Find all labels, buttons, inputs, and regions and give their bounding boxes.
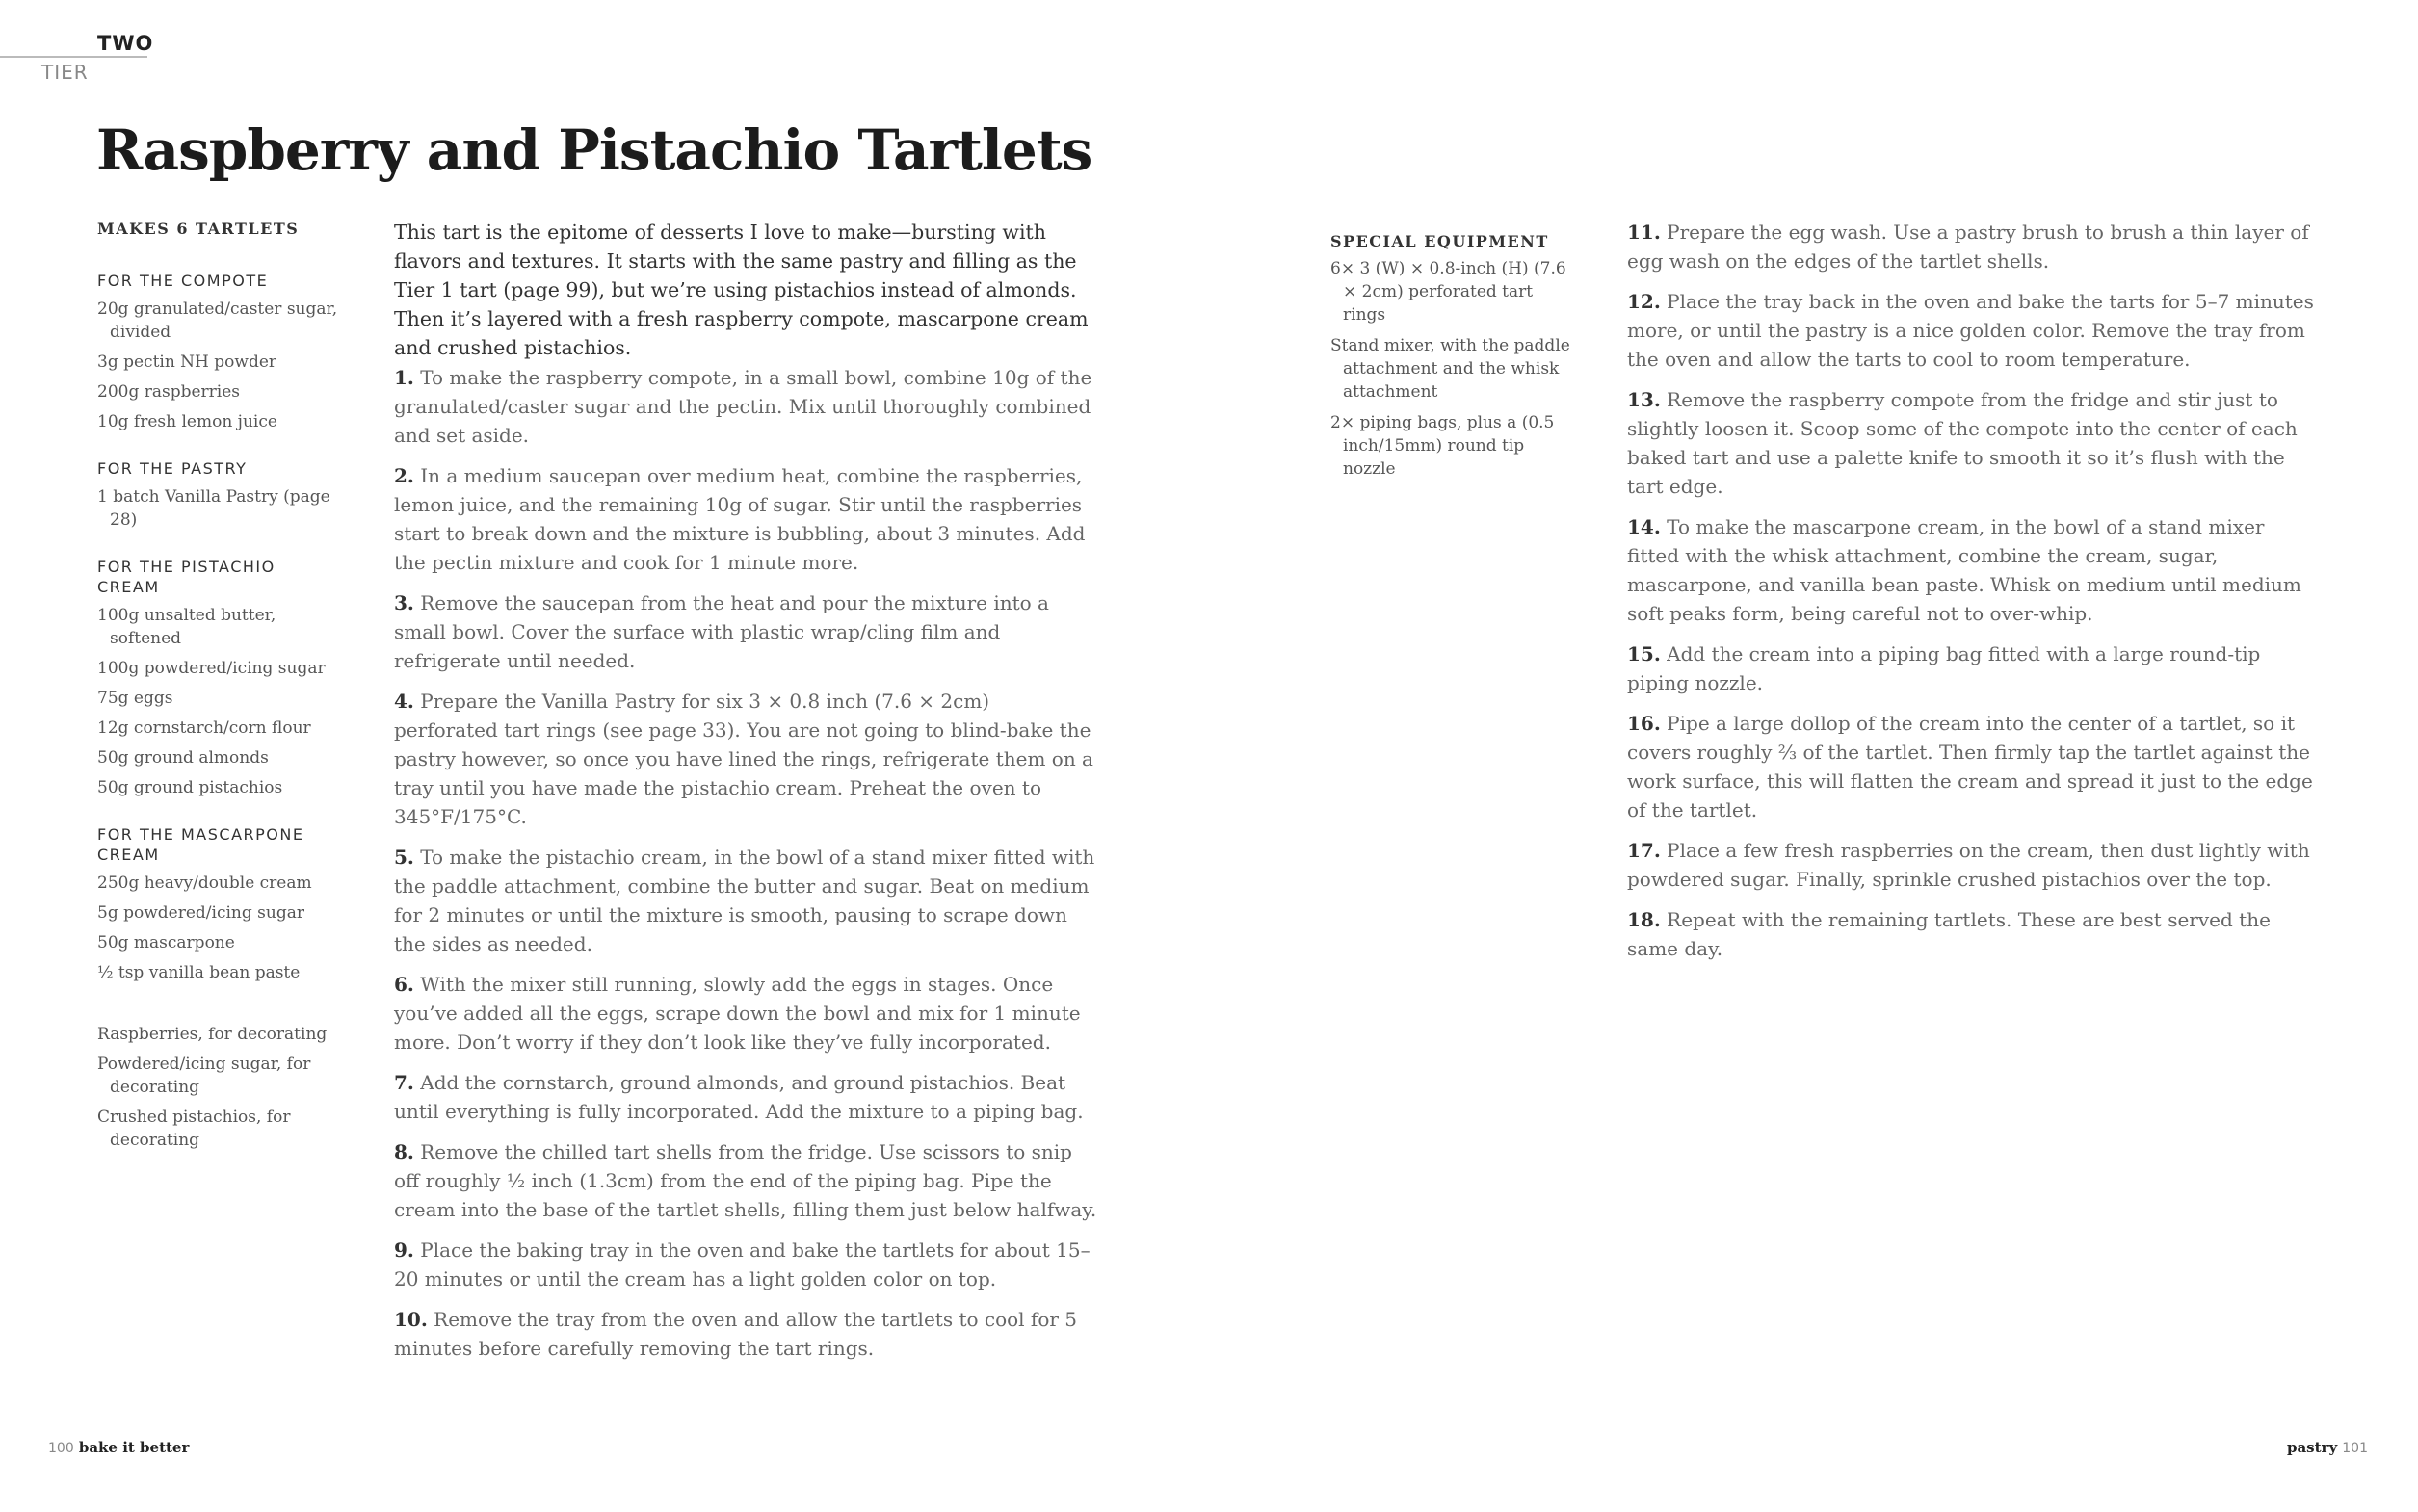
- ingredient-item: 3g pectin NH powder: [97, 352, 277, 372]
- method-step: [1627, 905, 2316, 963]
- equipment-heading: SPECIAL EQUIPMENT: [1330, 232, 1549, 250]
- ingredient-section-heading: FOR THE MASCARPONE CREAM: [97, 825, 304, 864]
- step-text: Remove the saucepan from the heat and pour the mixture into a small bowl. Cover the surface with plastic wrap/cling film and refrigerate until needed.: [394, 591, 1049, 672]
- step-text: Prepare the Vanilla Pastry for six 3 × 0.8 inch (7.6 × 2cm) perforated tart rings (see page 33). You are not going to blind-bake the pastry however, so once you have lined the rings, refrigerate them on a tray until you have made the pistachio cream. Preheat the oven to 345°F/175°C.: [394, 690, 1093, 828]
- step-text: Remove the raspberry compote from the fridge and stir just to slightly loosen it. Scoop some of the compote into the center of each baked tart and use a palette knife to smooth it so it’s flush with the tart edge.: [1627, 388, 2298, 498]
- ingredient-item: 250g heavy/double cream: [97, 873, 312, 893]
- ingredient-section-pistachio-cream: [97, 557, 338, 799]
- step-text: In a medium saucepan over medium heat, combine the raspberries, lemon juice, and the remaining 10g of sugar. Stir until the raspberries start to break down and the mixture is bubbling, about 3 minutes. Add the pectin mixture and cook for 1 minute more.: [394, 464, 1086, 574]
- chapter-number: TWO: [97, 32, 154, 55]
- ingredient-section-compote: [97, 271, 338, 433]
- method-steps-left: [394, 363, 1097, 1374]
- step-number: 4.: [394, 690, 414, 713]
- method-step: [1627, 218, 2316, 275]
- yield-label: MAKES 6 TARTLETS: [97, 220, 300, 238]
- recipe-title: Raspberry and Pistachio Tartlets: [96, 117, 1092, 183]
- method-step: [394, 461, 1097, 577]
- chapter-label: TIER: [41, 61, 89, 84]
- ingredient-item: 50g ground almonds: [97, 748, 269, 768]
- method-step: [394, 1305, 1097, 1363]
- step-text: Prepare the egg wash. Use a pastry brush to brush a thin layer of egg wash on the edges of the tartlet shells.: [1627, 221, 2309, 273]
- ingredient-section-heading: FOR THE PASTRY: [97, 459, 248, 478]
- step-number: 5.: [394, 846, 414, 869]
- step-number: 2.: [394, 464, 414, 487]
- method-step: [1627, 639, 2316, 697]
- ingredient-item: Raspberries, for decorating: [97, 1025, 328, 1044]
- ingredient-item: 75g eggs: [97, 689, 173, 708]
- ingredients-column: [97, 220, 338, 1159]
- method-step: [1627, 836, 2316, 894]
- ingredient-item: 12g cornstarch/corn flour: [97, 718, 311, 738]
- book-title: bake it better: [78, 1439, 190, 1456]
- page-number: 101: [2342, 1441, 2368, 1456]
- step-number: 17.: [1627, 839, 1661, 862]
- equipment-item: 2× piping bags, plus a (0.5 inch/15mm) round tip nozzle: [1330, 413, 1555, 479]
- step-number: 10.: [394, 1308, 428, 1331]
- chapter-title: pastry: [2286, 1439, 2338, 1456]
- equipment-item: Stand mixer, with the paddle attachment and the whisk attachment: [1330, 336, 1570, 402]
- step-text: To make the pistachio cream, in the bowl of a stand mixer fitted with the paddle attachment, combine the butter and sugar. Beat on medium for 2 minutes or until the mixture is smooth, pausing to scrape down the sides as needed.: [394, 846, 1095, 955]
- step-number: 12.: [1627, 290, 1661, 313]
- step-number: 16.: [1627, 712, 1661, 735]
- ingredient-item: Powdered/icing sugar, for decorating: [97, 1055, 311, 1097]
- footer-right: [2287, 1438, 2368, 1456]
- equipment-item: 6× 3 (W) × 0.8-inch (H) (7.6 × 2cm) perforated tart rings: [1330, 259, 1566, 325]
- ingredient-item: 100g powdered/icing sugar: [97, 659, 326, 678]
- ingredient-item: 50g mascarpone: [97, 933, 235, 952]
- footer-left: [48, 1438, 189, 1456]
- ingredient-section-heading: FOR THE COMPOTE: [97, 272, 269, 290]
- ingredient-section-mascarpone-cream: [97, 824, 338, 984]
- method-step: [394, 843, 1097, 958]
- step-number: 13.: [1627, 388, 1661, 411]
- step-text: Place the baking tray in the oven and bake the tartlets for about 15–20 minutes or until the cream has a light golden color on top.: [394, 1238, 1091, 1290]
- method-step: [1627, 709, 2316, 824]
- method-step: [394, 588, 1097, 675]
- ingredient-item: Crushed pistachios, for decorating: [97, 1108, 291, 1150]
- step-number: 18.: [1627, 908, 1661, 931]
- ingredient-item: 10g fresh lemon juice: [97, 412, 277, 431]
- ingredient-item: 5g powdered/icing sugar: [97, 903, 304, 923]
- step-number: 1.: [394, 366, 414, 389]
- chapter-divider: [0, 56, 147, 58]
- method-steps-right: [1627, 218, 2316, 975]
- step-number: 8.: [394, 1140, 414, 1163]
- method-step: [1627, 512, 2316, 628]
- step-text: Add the cornstarch, ground almonds, and ground pistachios. Beat until everything is fully incorporated. Add the mixture to a piping bag.: [394, 1071, 1084, 1123]
- special-equipment: [1330, 222, 1580, 488]
- step-text: Remove the tray from the oven and allow the tartlets to cool for 5 minutes before carefully removing the tart rings.: [394, 1308, 1078, 1360]
- ingredient-section-heading: FOR THE PISTACHIO CREAM: [97, 558, 276, 596]
- page-number: 100: [48, 1441, 74, 1456]
- method-step: [394, 1137, 1097, 1224]
- step-number: 11.: [1627, 221, 1661, 244]
- method-step: [1627, 385, 2316, 501]
- method-step: [394, 1236, 1097, 1293]
- step-text: With the mixer still running, slowly add the eggs in stages. Once you’ve added all the eggs, scrape down the bowl and mix for 1 minute more. Don’t worry if they don’t look like they’ve fully incorporated.: [394, 973, 1081, 1054]
- step-text: Remove the chilled tart shells from the fridge. Use scissors to snip off roughly ½ inch (1.3cm) from the end of the piping bag. Pipe the cream into the base of the tartlet shells, filling them just below halfway.: [394, 1140, 1097, 1221]
- step-text: Pipe a large dollop of the cream into the center of a tartlet, so it covers roughly ⅔ of the tartlet. Then firmly tap the tartlet against the work surface, this will flatten the cream and spread it just to the edge of the tartlet.: [1627, 712, 2313, 821]
- ingredient-item: 20g granulated/caster sugar, divided: [97, 300, 338, 342]
- ingredient-item: 200g raspberries: [97, 382, 241, 402]
- step-number: 3.: [394, 591, 414, 614]
- ingredient-item: 1 batch Vanilla Pastry (page 28): [97, 487, 330, 530]
- step-text: Add the cream into a piping bag fitted with a large round-tip piping nozzle.: [1627, 642, 2261, 694]
- step-text: Place the tray back in the oven and bake the tarts for 5–7 minutes more, or until the pastry is a nice golden color. Remove the tray from the oven and allow the tarts to cool to room temperature.: [1627, 290, 2314, 371]
- ingredient-item: ½ tsp vanilla bean paste: [97, 963, 301, 982]
- step-text: Repeat with the remaining tartlets. These are best served the same day.: [1627, 908, 2271, 960]
- method-step: [394, 1068, 1097, 1126]
- method-step: [394, 970, 1097, 1056]
- step-number: 14.: [1627, 515, 1661, 538]
- step-number: 7.: [394, 1071, 414, 1094]
- ingredient-section-pastry: [97, 458, 338, 532]
- step-number: 6.: [394, 973, 414, 996]
- step-text: Place a few fresh raspberries on the cream, then dust lightly with powdered sugar. Finally, sprinkle crushed pistachios over the top.: [1627, 839, 2310, 891]
- step-number: 15.: [1627, 642, 1661, 665]
- ingredient-item: 50g ground pistachios: [97, 778, 283, 797]
- method-step: [394, 687, 1097, 831]
- step-text: To make the mascarpone cream, in the bowl of a stand mixer fitted with the whisk attachment, combine the cream, sugar, mascarpone, and vanilla bean paste. Whisk on medium until medium soft peaks form, being careful not to over-whip.: [1627, 515, 2301, 625]
- decoration-ingredients: [97, 1023, 338, 1152]
- method-step: [394, 363, 1097, 450]
- method-step: [1627, 287, 2316, 374]
- step-text: To make the raspberry compote, in a small bowl, combine 10g of the granulated/caster sugar and the pectin. Mix until thoroughly combined and set aside.: [394, 366, 1092, 447]
- ingredient-item: 100g unsalted butter, softened: [97, 606, 276, 648]
- step-number: 9.: [394, 1238, 414, 1262]
- recipe-intro: This tart is the epitome of desserts I love to make—bursting with flavors and textures. It starts with the same pastry and filling as the Tier 1 tart (page 99), but we’re using pistachios instead of almonds. Then it’s layered with a fresh raspberry compote, mascarpone cream and crushed pistachios.: [394, 221, 1089, 359]
